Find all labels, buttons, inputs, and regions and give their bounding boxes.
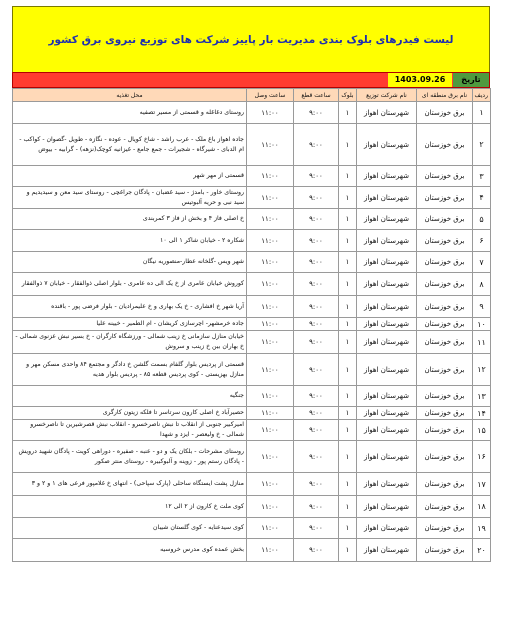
row-area: منازل پشت ایستگاه ساحلی (پارک سپاحی) - انتهای خ غلامپور فرعی های ۱ و ۲ و ۳ xyxy=(13,473,247,496)
row-block: ۱ xyxy=(339,318,357,331)
row-area: جاده اهواز باغ ملک - عرب راشد - شاخ کویال - عوده - نگازه - طویل -گصوان - کواکب - ام الدبای - شیرگاه - شجیرات - جمع جامع - غیزانیه کوچک(نزهه) - گرابیه - بیوض xyxy=(13,124,247,166)
row-area: خیابان منازل سازمانی خ زینب شمالی - ورزشگاه کارگران - خ بسیر نبش عزنوی شمالی - خ بهاران بین خ زینب و سروش xyxy=(13,331,247,354)
row-block: ۱ xyxy=(339,331,357,354)
row-area: شهر ویس -گلخانه عطار-منصوریه نیگان xyxy=(13,252,247,273)
row-block: ۱ xyxy=(339,166,357,187)
row-company: شهرستان اهواز xyxy=(357,273,417,296)
row-area: حصیرآباد خ اصلی کارون سرتاسر تا فلکه زیتون کارگری xyxy=(13,407,247,420)
header-block: بلوک xyxy=(339,89,357,102)
row-region: برق خوزستان xyxy=(417,518,473,539)
table-row xyxy=(13,187,491,209)
row-number: ۶ xyxy=(473,230,491,252)
row-on-time: ۱۱:۰۰ xyxy=(247,166,294,187)
row-region: برق خوزستان xyxy=(417,386,473,407)
table-row xyxy=(13,354,491,386)
row-region: برق خوزستان xyxy=(417,441,473,473)
row-off-time: ۹:۰۰ xyxy=(294,209,339,230)
row-off-time: ۹:۰۰ xyxy=(294,407,339,420)
row-region: برق خوزستان xyxy=(417,166,473,187)
row-number: ۹ xyxy=(473,296,491,318)
row-off-time: ۹:۰۰ xyxy=(294,252,339,273)
row-number: ۸ xyxy=(473,273,491,296)
row-number: ۱۱ xyxy=(473,331,491,354)
row-block: ۱ xyxy=(339,273,357,296)
table-row xyxy=(13,166,491,187)
table-row xyxy=(13,252,491,273)
table-row xyxy=(13,318,491,331)
row-block: ۱ xyxy=(339,187,357,209)
table-row xyxy=(13,539,491,562)
row-company: شهرستان اهواز xyxy=(357,473,417,496)
schedule-sheet xyxy=(8,6,505,634)
row-block: ۱ xyxy=(339,354,357,386)
row-on-time: ۱۱:۰۰ xyxy=(247,354,294,386)
row-on-time: ۱۱:۰۰ xyxy=(247,102,294,124)
row-company: شهرستان اهواز xyxy=(357,518,417,539)
row-on-time: ۱۱:۰۰ xyxy=(247,496,294,518)
row-number: ۷ xyxy=(473,252,491,273)
row-number: ۱۰ xyxy=(473,318,491,331)
row-area: بخش عمده کوی مدرس خروسیه xyxy=(13,539,247,562)
row-number: ۱۳ xyxy=(473,386,491,407)
row-block: ۱ xyxy=(339,102,357,124)
row-off-time: ۹:۰۰ xyxy=(294,230,339,252)
table-row xyxy=(13,407,491,420)
row-off-time: ۹:۰۰ xyxy=(294,187,339,209)
row-region: برق خوزستان xyxy=(417,102,473,124)
table-row xyxy=(13,473,491,496)
row-area: قسمتی از پردیس بلوار گلفام بسمت گلشن خ دادگر و مجتمع ۸۴ واحدی مسکن مهر و منازل بهزیستی - کوی پردیس قطعه ۸۵ - پردیس بلوار هدیه xyxy=(13,354,247,386)
row-block: ۱ xyxy=(339,407,357,420)
row-area: روستای دغاغله و قسمتی از مسیر تصفیه xyxy=(13,102,247,124)
row-block: ۱ xyxy=(339,420,357,441)
row-region: برق خوزستان xyxy=(417,496,473,518)
row-area: آریا شهر خ افشاری - خ یک بهاری و خ علیمرادیان - بلوار فرضی پور - باقنده xyxy=(13,296,247,318)
row-on-time: ۱۱:۰۰ xyxy=(247,441,294,473)
row-company: شهرستان اهواز xyxy=(357,230,417,252)
row-on-time: ۱۱:۰۰ xyxy=(247,407,294,420)
row-company: شهرستان اهواز xyxy=(357,102,417,124)
row-off-time: ۹:۰۰ xyxy=(294,420,339,441)
row-company: شهرستان اهواز xyxy=(357,209,417,230)
date-bar xyxy=(12,72,490,88)
row-off-time: ۹:۰۰ xyxy=(294,102,339,124)
row-off-time: ۹:۰۰ xyxy=(294,124,339,166)
row-number: ۳ xyxy=(473,166,491,187)
row-on-time: ۱۱:۰۰ xyxy=(247,273,294,296)
row-company: شهرستان اهواز xyxy=(357,496,417,518)
row-off-time: ۹:۰۰ xyxy=(294,166,339,187)
row-company: شهرستان اهواز xyxy=(357,539,417,562)
row-company: شهرستان اهواز xyxy=(357,187,417,209)
header-on-time: ساعت وصل xyxy=(247,89,294,102)
row-region: برق خوزستان xyxy=(417,539,473,562)
row-company: شهرستان اهواز xyxy=(357,331,417,354)
row-block: ۱ xyxy=(339,473,357,496)
row-on-time: ۱۱:۰۰ xyxy=(247,230,294,252)
row-block: ۱ xyxy=(339,441,357,473)
row-company: شهرستان اهواز xyxy=(357,441,417,473)
row-region: برق خوزستان xyxy=(417,252,473,273)
row-off-time: ۹:۰۰ xyxy=(294,518,339,539)
row-area: خ اصلی فاز ۴ و بخش از فاز ۳ کمربندی xyxy=(13,209,247,230)
row-off-time: ۹:۰۰ xyxy=(294,386,339,407)
outage-table xyxy=(12,88,491,562)
row-block: ۱ xyxy=(339,124,357,166)
header-region: نام برق منطقه ای xyxy=(417,89,473,102)
row-number: ۱ xyxy=(473,102,491,124)
header-company: نام شرکت توزیع xyxy=(357,89,417,102)
row-off-time: ۹:۰۰ xyxy=(294,354,339,386)
row-number: ۱۹ xyxy=(473,518,491,539)
row-on-time: ۱۱:۰۰ xyxy=(247,539,294,562)
table-row xyxy=(13,496,491,518)
row-block: ۱ xyxy=(339,539,357,562)
row-company: شهرستان اهواز xyxy=(357,318,417,331)
row-area: کوی سیدعنایه - کوی گلستان شیبان xyxy=(13,518,247,539)
row-off-time: ۹:۰۰ xyxy=(294,273,339,296)
row-area: کوروش خیابان عامری از خ یک الی ده عامری - بلوار اصلی ذوالفقار - خیابان ۷ ذوالفقار xyxy=(13,273,247,296)
row-number: ۱۲ xyxy=(473,354,491,386)
row-block: ۱ xyxy=(339,209,357,230)
row-company: شهرستان اهواز xyxy=(357,407,417,420)
table-row xyxy=(13,124,491,166)
row-region: برق خوزستان xyxy=(417,331,473,354)
row-off-time: ۹:۰۰ xyxy=(294,441,339,473)
table-row xyxy=(13,230,491,252)
table-row xyxy=(13,386,491,407)
row-area: روستای خاور - بامدژ - سید غضبان - پادگان جراغچی - روستای سید معن و سیدیدیم و سید نبی و حریه آلبوتیس xyxy=(13,187,247,209)
row-company: شهرستان اهواز xyxy=(357,252,417,273)
page-title: لیست فیدرهای بلوک بندی مدیریت بار پاییز شرکت های توزیع نیروی برق کشور xyxy=(12,6,490,74)
table-row xyxy=(13,296,491,318)
row-on-time: ۱۱:۰۰ xyxy=(247,209,294,230)
row-on-time: ۱۱:۰۰ xyxy=(247,124,294,166)
row-on-time: ۱۱:۰۰ xyxy=(247,318,294,331)
row-region: برق خوزستان xyxy=(417,420,473,441)
row-area: جنگیه xyxy=(13,386,247,407)
row-on-time: ۱۱:۰۰ xyxy=(247,386,294,407)
row-off-time: ۹:۰۰ xyxy=(294,331,339,354)
row-block: ۱ xyxy=(339,296,357,318)
row-off-time: ۹:۰۰ xyxy=(294,539,339,562)
row-off-time: ۹:۰۰ xyxy=(294,296,339,318)
row-area: قسمتی از مهر شهر xyxy=(13,166,247,187)
header-row-number: ردیف xyxy=(473,89,491,102)
row-on-time: ۱۱:۰۰ xyxy=(247,187,294,209)
row-number: ۱۷ xyxy=(473,473,491,496)
row-number: ۵ xyxy=(473,209,491,230)
row-number: ۲۰ xyxy=(473,539,491,562)
date-value: 1403.09.26 xyxy=(388,73,452,87)
row-off-time: ۹:۰۰ xyxy=(294,318,339,331)
row-number: ۴ xyxy=(473,187,491,209)
row-area: جاده خرمشهر- اچرسازی کریشان - ام الطمیر - خیینه علیا xyxy=(13,318,247,331)
row-block: ۱ xyxy=(339,386,357,407)
row-number: ۱۶ xyxy=(473,441,491,473)
table-row xyxy=(13,273,491,296)
table-row xyxy=(13,102,491,124)
row-off-time: ۹:۰۰ xyxy=(294,496,339,518)
row-on-time: ۱۱:۰۰ xyxy=(247,420,294,441)
date-label: تاریخ xyxy=(453,73,489,87)
row-region: برق خوزستان xyxy=(417,209,473,230)
table-row xyxy=(13,518,491,539)
row-block: ۱ xyxy=(339,496,357,518)
table-row xyxy=(13,420,491,441)
row-region: برق خوزستان xyxy=(417,318,473,331)
row-company: شهرستان اهواز xyxy=(357,296,417,318)
row-company: شهرستان اهواز xyxy=(357,124,417,166)
header-area: محل تغذیه xyxy=(13,89,247,102)
row-region: برق خوزستان xyxy=(417,407,473,420)
row-region: برق خوزستان xyxy=(417,273,473,296)
row-off-time: ۹:۰۰ xyxy=(294,473,339,496)
row-region: برق خوزستان xyxy=(417,124,473,166)
row-area: روستای مشرحات - بلکان یک و دو - عنبه - صفیره - دوراهی کویت - پادگان شهید درویش - پادگان رستم پور - زوینه و آلبوکبیره - روستای منتر صکور xyxy=(13,441,247,473)
row-number: ۱۸ xyxy=(473,496,491,518)
row-number: ۲ xyxy=(473,124,491,166)
row-area: کوی ملت خ کارون از ۲ الی ۱۲ xyxy=(13,496,247,518)
header-off-time: ساعت قطع xyxy=(294,89,339,102)
table-header-row xyxy=(13,89,491,102)
row-area: امیرکبیر جنوبی از انقلاب تا نبش ناصرخسرو - انقلاب نبش قصرشیرین تا ناصرخسرو شمالی - خ ولیعصر - ایزد و شهدا xyxy=(13,420,247,441)
row-region: برق خوزستان xyxy=(417,473,473,496)
row-on-time: ۱۱:۰۰ xyxy=(247,252,294,273)
row-block: ۱ xyxy=(339,518,357,539)
row-number: ۱۴ xyxy=(473,407,491,420)
row-on-time: ۱۱:۰۰ xyxy=(247,331,294,354)
row-region: برق خوزستان xyxy=(417,354,473,386)
row-region: برق خوزستان xyxy=(417,296,473,318)
row-region: برق خوزستان xyxy=(417,230,473,252)
row-company: شهرستان اهواز xyxy=(357,354,417,386)
row-on-time: ۱۱:۰۰ xyxy=(247,296,294,318)
row-area: شکاره ۲ - خیابان شاکر ۱ الی ۱۰ xyxy=(13,230,247,252)
table-row xyxy=(13,441,491,473)
row-company: شهرستان اهواز xyxy=(357,420,417,441)
row-company: شهرستان اهواز xyxy=(357,386,417,407)
table-row xyxy=(13,331,491,354)
row-region: برق خوزستان xyxy=(417,187,473,209)
row-company: شهرستان اهواز xyxy=(357,166,417,187)
table-row xyxy=(13,209,491,230)
row-block: ۱ xyxy=(339,230,357,252)
row-on-time: ۱۱:۰۰ xyxy=(247,473,294,496)
row-on-time: ۱۱:۰۰ xyxy=(247,518,294,539)
row-block: ۱ xyxy=(339,252,357,273)
row-number: ۱۵ xyxy=(473,420,491,441)
